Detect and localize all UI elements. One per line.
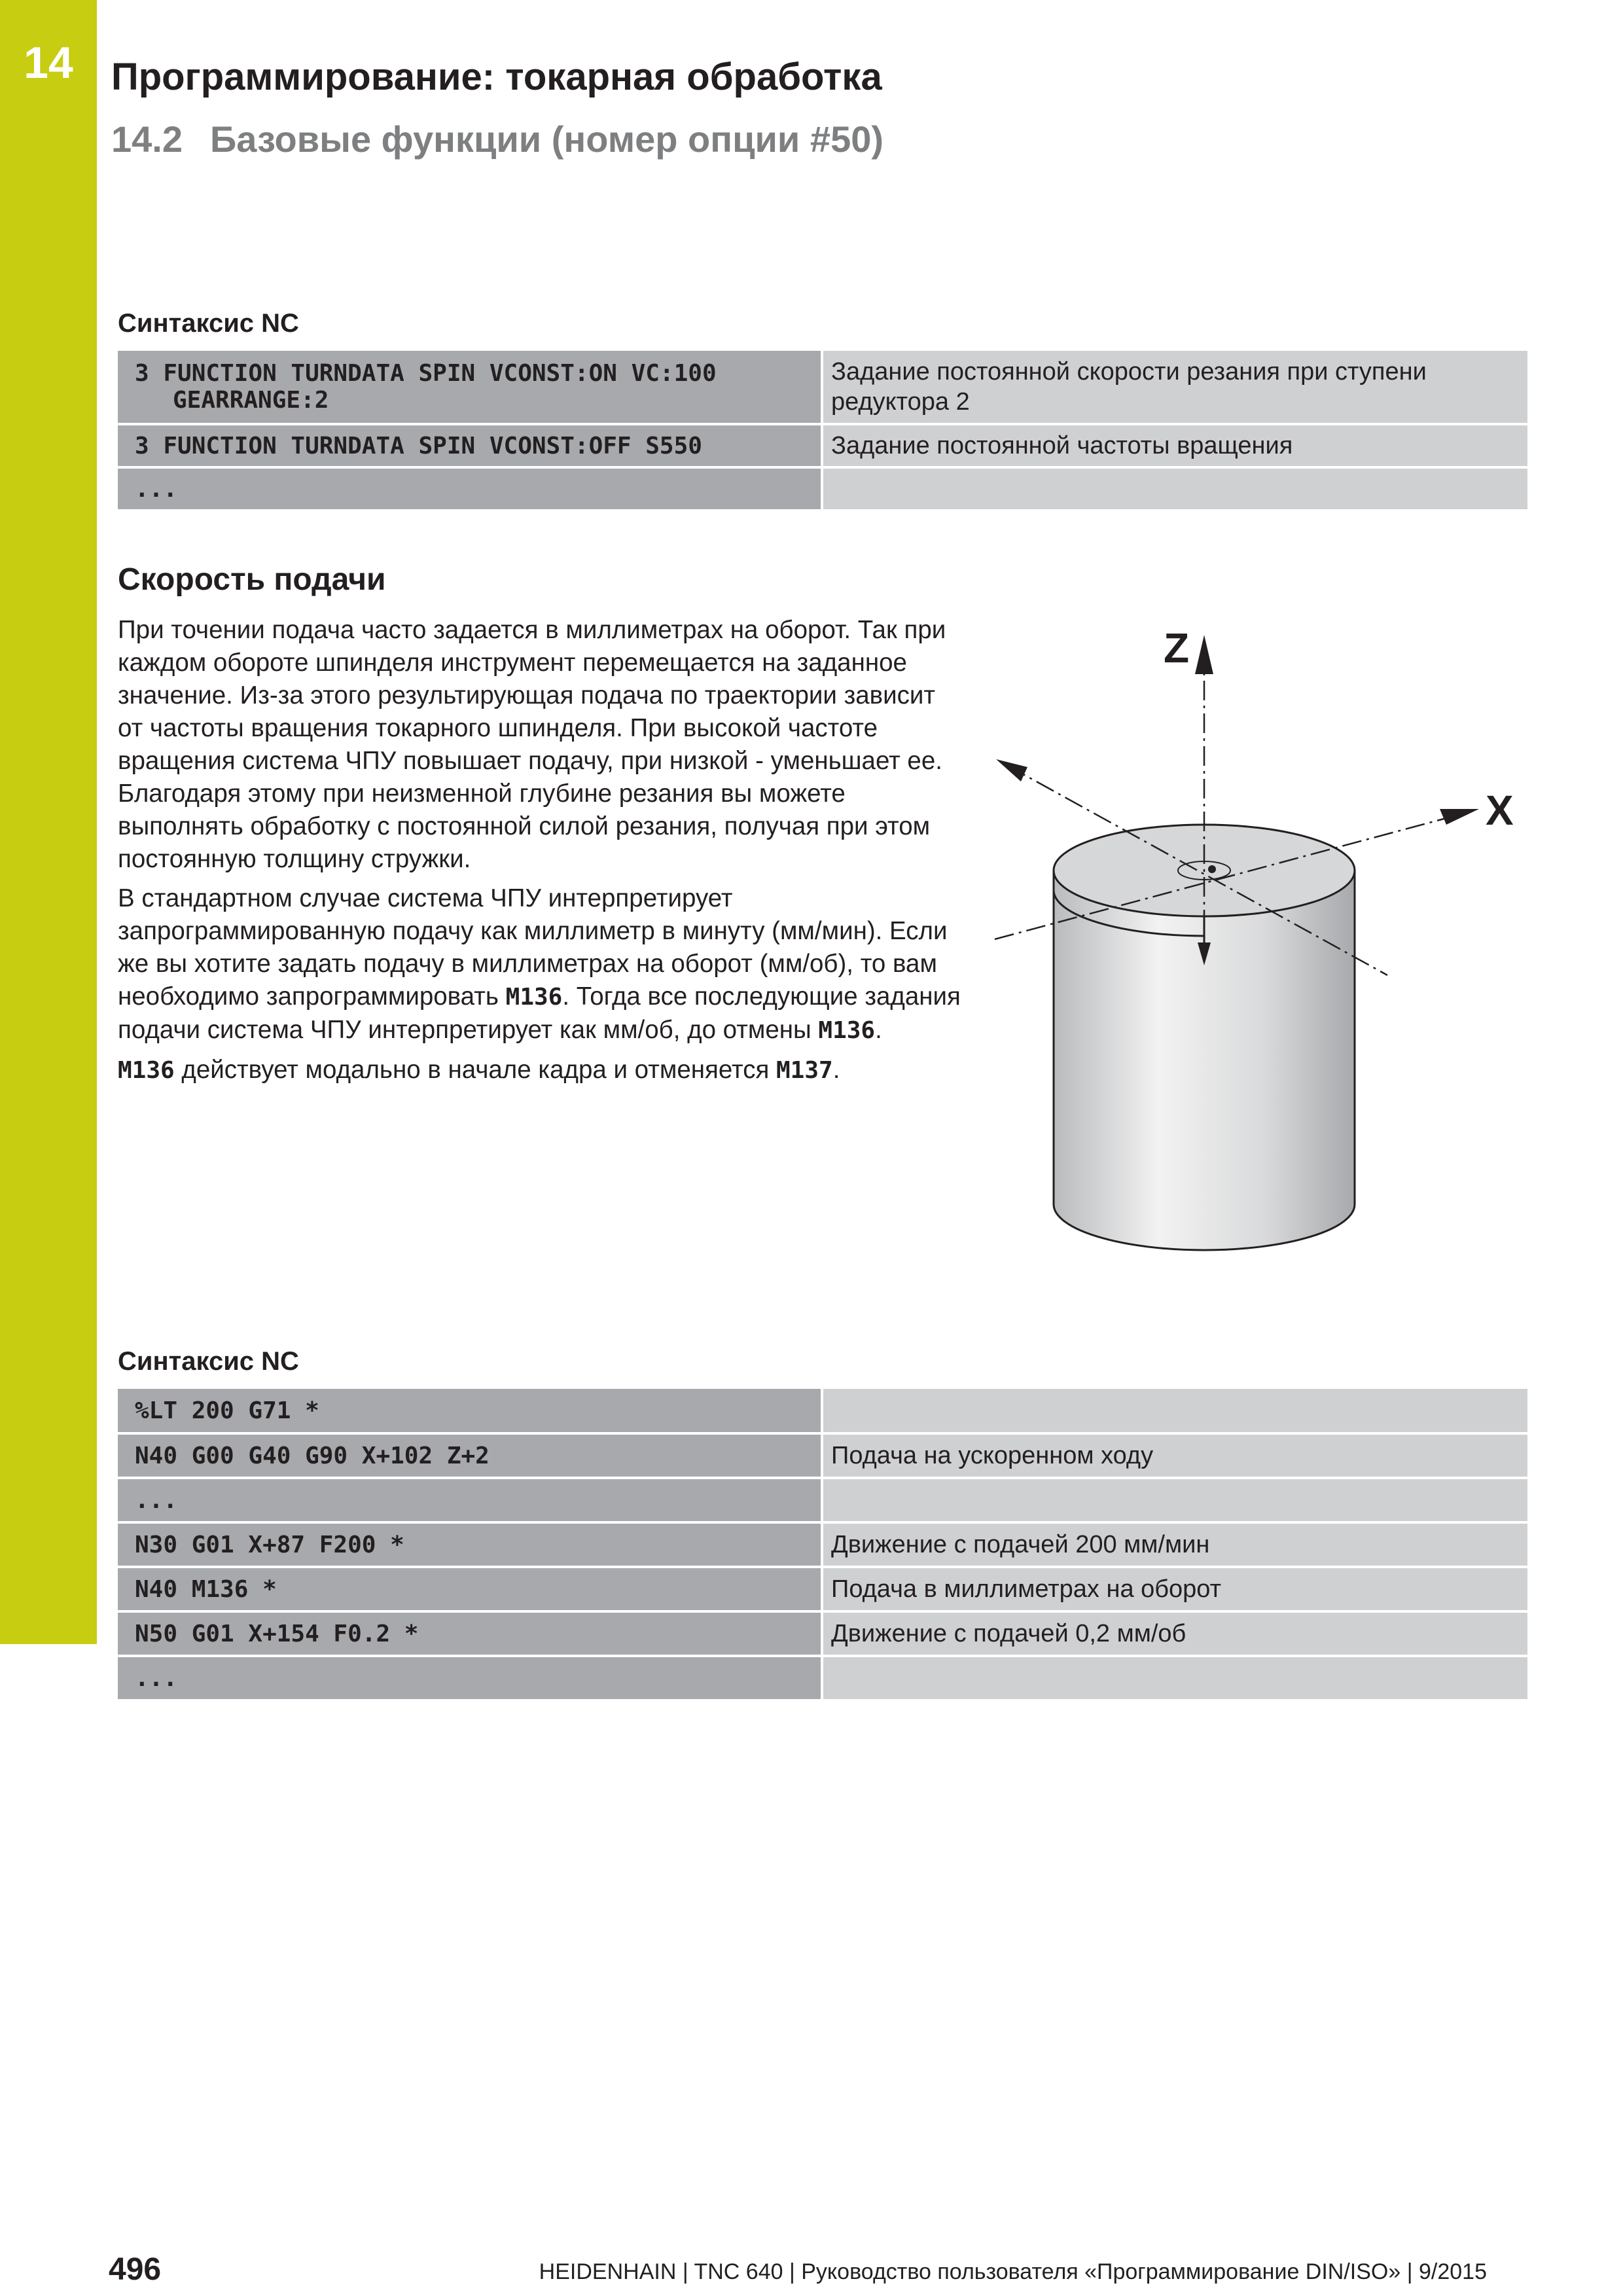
section-title-text: Базовые функции (номер опции #50) [210, 118, 883, 160]
paragraph: M136 действует модально в начале кадра и отменяется M137. [118, 1056, 840, 1084]
table-row [118, 1389, 1527, 1433]
turning-cylinder-figure [982, 609, 1518, 1276]
table-row [118, 1656, 1527, 1700]
x-axis-arrow-icon [1440, 809, 1479, 825]
desc-cell: Движение с подачей 0,2 мм/об [822, 1611, 1527, 1656]
table-row [118, 424, 1527, 467]
z-axis-arrow-icon [1195, 635, 1213, 674]
code-cell: ... [118, 1656, 822, 1700]
section-title [111, 118, 883, 160]
code-cell: N30 G01 X+87 F200 * [118, 1522, 822, 1567]
table-row [118, 351, 1527, 424]
syntax-label-1: Синтаксис NC [118, 309, 299, 338]
chapter-sidebar [0, 0, 97, 1644]
code-cell: 3 FUNCTION TURNDATA SPIN VCONST:OFF S550 [118, 424, 822, 467]
desc-cell: Задание постоянной скорости резания при ступени редуктора 2 [822, 351, 1527, 424]
paragraph: В стандартном случае система ЧПУ интерпретирует запрограммированную подачу как миллиметр в минуту (мм/мин). Если же вы хотите задать подачу в миллиметрах на оборот (мм/об), то вам необходимо запрограммировать M136. Тогда все последующие задания подачи система ЧПУ интерпретирует как мм/об, до отмены M136. [118, 884, 961, 1044]
syntax-table-2 [118, 1389, 1527, 1702]
code-cell: N40 M136 * [118, 1567, 822, 1611]
paragraph: При точении подача часто задается в миллиметрах на оборот. Так при каждом обороте шпинделя инструмент перемещается на заданное значение. Из-за этого результирующая подача по траектории зависит от частоты вращения токарного шпинделя. При высокой частоте вращения система ЧПУ повышает подачу, при низкой - уменьшает ее. Благодаря этому при неизменной глубине резания вы можете выполнять обработку с постоянной силой резания, получая при этом постоянную толщину стружки. [118, 616, 946, 873]
syntax-label-2: Синтаксис NC [118, 1347, 299, 1376]
desc-cell [822, 1389, 1527, 1433]
chapter-number: 14 [24, 38, 73, 88]
table-row [118, 1567, 1527, 1611]
feed-body [118, 614, 962, 1094]
syntax-table-1 [118, 351, 1527, 512]
table-row [118, 467, 1527, 511]
desc-cell [822, 467, 1527, 511]
z-axis-label: Z [1164, 624, 1190, 672]
desc-cell: Движение с подачей 200 мм/мин [822, 1522, 1527, 1567]
desc-cell [822, 1656, 1527, 1700]
code-cell: ... [118, 1478, 822, 1522]
table-row [118, 1433, 1527, 1478]
feed-heading: Скорость подачи [118, 562, 386, 597]
chapter-title: Программирование: токарная обработка [111, 56, 882, 98]
center-dot [1208, 865, 1216, 873]
code-cell: 3 FUNCTION TURNDATA SPIN VCONST:ON VC:100 GEARRANGE:2 [118, 351, 822, 424]
table-row [118, 1478, 1527, 1522]
section-number: 14.2 [111, 118, 183, 160]
page-number: 496 [109, 2252, 162, 2287]
y-axis-arrow-icon [996, 759, 1027, 781]
code-cell: N40 G00 G40 G90 X+102 Z+2 [118, 1433, 822, 1478]
desc-cell [822, 1478, 1527, 1522]
desc-cell: Подача в миллиметрах на оборот [822, 1567, 1527, 1611]
desc-cell: Подача на ускоренном ходу [822, 1433, 1527, 1478]
code-cell: ... [118, 467, 822, 511]
table-row [118, 1522, 1527, 1567]
table-row [118, 1611, 1527, 1656]
desc-cell: Задание постоянной частоты вращения [822, 424, 1527, 467]
x-axis-label: X [1486, 787, 1514, 834]
code-cell: N50 G01 X+154 F0.2 * [118, 1611, 822, 1656]
code-cell: %LT 200 G71 * [118, 1389, 822, 1433]
footer-doc-title: HEIDENHAIN | TNC 640 | Руководство пользователя «Программирование DIN/ISO» | 9/2015 [539, 2259, 1487, 2284]
